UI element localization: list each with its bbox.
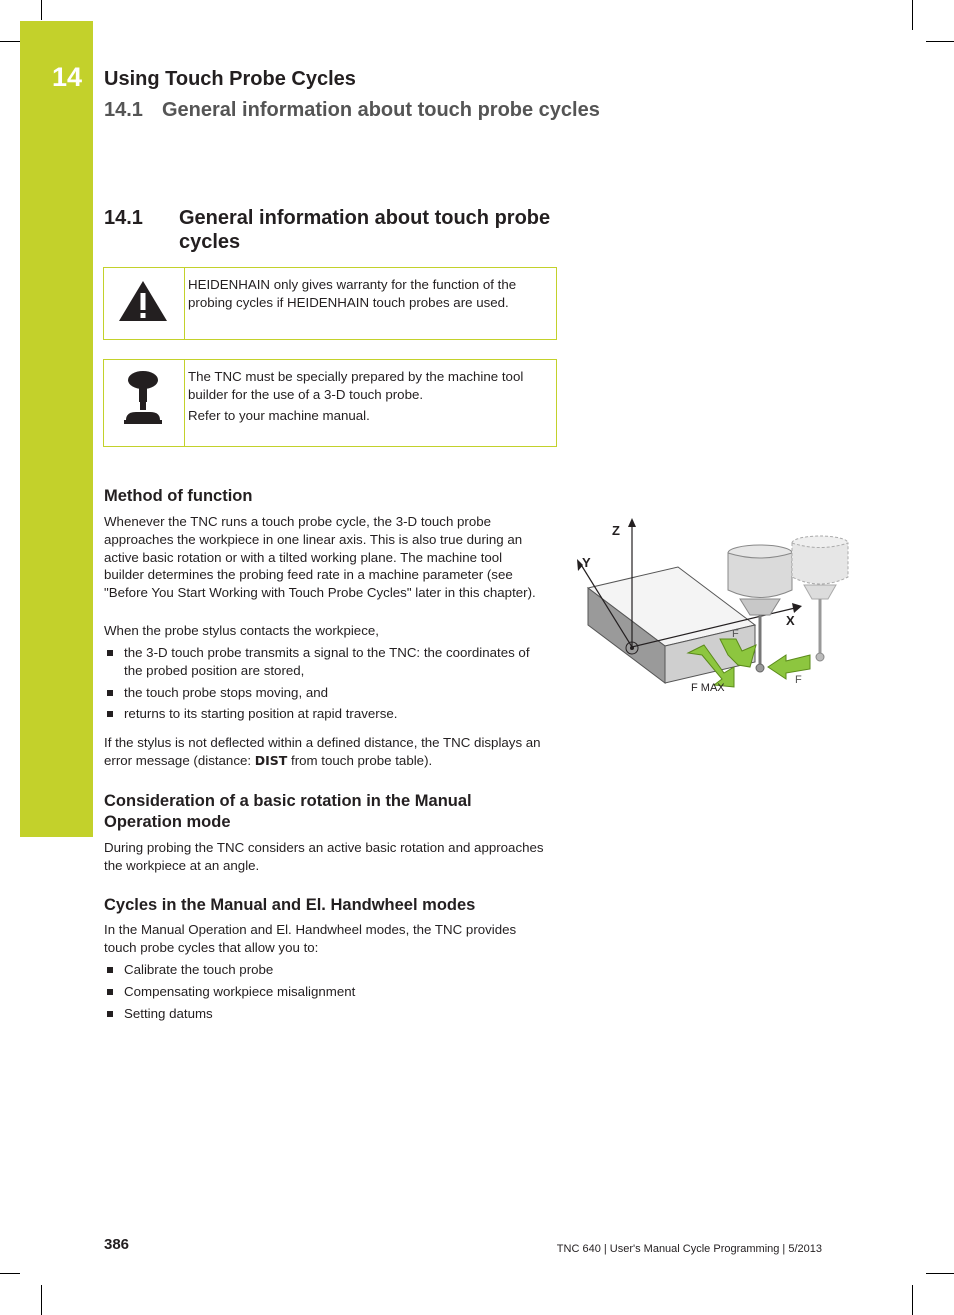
machine-tool-icon bbox=[122, 370, 164, 431]
rotation-heading: Consideration of a basic rotation in the Manual Operation mode bbox=[104, 792, 472, 831]
note-divider bbox=[184, 360, 185, 446]
dist-code: DIST bbox=[254, 752, 288, 768]
cycles-heading: Cycles in the Manual and El. Handwheel modes bbox=[104, 896, 476, 914]
list-item: Setting datums bbox=[104, 1005, 544, 1023]
bullet-icon bbox=[107, 989, 113, 995]
method-contact-paragraph: When the probe stylus contacts the workpiece, bbox=[104, 623, 379, 638]
warning-icon bbox=[118, 280, 168, 327]
chapter-number: 14 bbox=[52, 62, 83, 92]
method-error-paragraph: If the stylus is not deflected within a defined distance, the TNC displays an error message (distance: DIST from touch probe table). bbox=[104, 735, 541, 768]
feed-label-right: F bbox=[795, 674, 802, 686]
machine-note bbox=[103, 359, 557, 447]
list-item: returns to its starting position at rapid traverse. bbox=[104, 705, 544, 723]
list-item: the touch probe stops moving, and bbox=[104, 684, 544, 702]
fmax-label: F MAX bbox=[691, 682, 725, 694]
running-header-section-title: General information about touch probe cycles bbox=[162, 99, 600, 121]
section-number: 14.1 bbox=[104, 207, 143, 229]
touch-probe-figure bbox=[570, 515, 860, 705]
note-divider bbox=[184, 268, 185, 339]
machine-note-reference: Refer to your machine manual. bbox=[188, 408, 370, 423]
ghost-probe-shank bbox=[804, 585, 836, 599]
z-axis-label: Z bbox=[612, 523, 620, 538]
crop-mark bbox=[41, 1285, 42, 1315]
crop-mark bbox=[41, 0, 42, 20]
warning-text: HEIDENHAIN only gives warranty for the function of the probing cycles if HEIDENHAIN touch probes are used. bbox=[188, 277, 517, 310]
crop-mark bbox=[926, 41, 954, 42]
rotation-paragraph: During probing the TNC considers an active basic rotation and approaches the workpiece at an angle. bbox=[104, 840, 544, 873]
cycles-paragraph: In the Manual Operation and El. Handwheel modes, the TNC provides touch probe cycles that allow you to: bbox=[104, 922, 517, 955]
bullet-icon bbox=[107, 967, 113, 973]
x-axis-label: X bbox=[786, 613, 795, 628]
list-item: Calibrate the touch probe bbox=[104, 961, 544, 979]
y-axis-label: Y bbox=[582, 555, 591, 570]
bullet-icon bbox=[107, 711, 113, 717]
cycles-bullet-list bbox=[104, 961, 544, 1026]
crop-mark bbox=[926, 1273, 954, 1274]
method-heading: Method of function bbox=[104, 487, 253, 505]
crop-mark bbox=[0, 41, 20, 42]
warning-note bbox=[103, 267, 557, 340]
bullet-icon bbox=[107, 650, 113, 656]
crop-mark bbox=[0, 1273, 20, 1274]
ghost-probe-body bbox=[792, 543, 848, 584]
list-item: Compensating workpiece misalignment bbox=[104, 983, 544, 1001]
bullet-icon bbox=[107, 690, 113, 696]
section-heading bbox=[104, 206, 574, 254]
datum-dot bbox=[630, 646, 634, 650]
z-axis-arrow bbox=[628, 518, 636, 527]
x-axis-arrow bbox=[792, 603, 802, 613]
feed-arrow-right bbox=[768, 655, 810, 679]
machine-note-text: The TNC must be specially prepared by the machine tool builder for the use of a 3-D touch probe. bbox=[188, 369, 524, 402]
feed-label-top: F bbox=[732, 628, 739, 640]
touch-probe-illustration bbox=[570, 515, 860, 705]
ghost-probe-ball bbox=[816, 653, 824, 661]
bullet-icon bbox=[107, 1011, 113, 1017]
footer-text: TNC 640 | User's Manual Cycle Programming | 5/2013 bbox=[556, 1243, 822, 1255]
chapter-tab bbox=[20, 21, 93, 837]
probe-body bbox=[728, 553, 792, 598]
running-header-section-number: 14.1 bbox=[104, 99, 143, 121]
list-item: the 3-D touch probe transmits a signal to the TNC: the coordinates of the probed position are stored, bbox=[104, 644, 544, 680]
method-bullet-list bbox=[104, 644, 544, 727]
crop-mark bbox=[912, 1285, 913, 1315]
page-number: 386 bbox=[104, 1236, 130, 1253]
probe-ball bbox=[756, 664, 764, 672]
running-header-title: Using Touch Probe Cycles bbox=[104, 68, 356, 90]
running-header-section bbox=[104, 99, 600, 122]
section-title: General information about touch probe cycles bbox=[179, 207, 551, 253]
method-paragraph: Whenever the TNC runs a touch probe cycle, the 3-D touch probe approaches the workpiece in one linear axis. This is also true during an active basic rotation or with a tilted working plane. The machine tool builder determines the probing feed rate in a machine parameter (see "Before You Start Working with Touch Probe Cycles" later in this chapter). bbox=[104, 514, 536, 601]
crop-mark bbox=[912, 0, 913, 30]
